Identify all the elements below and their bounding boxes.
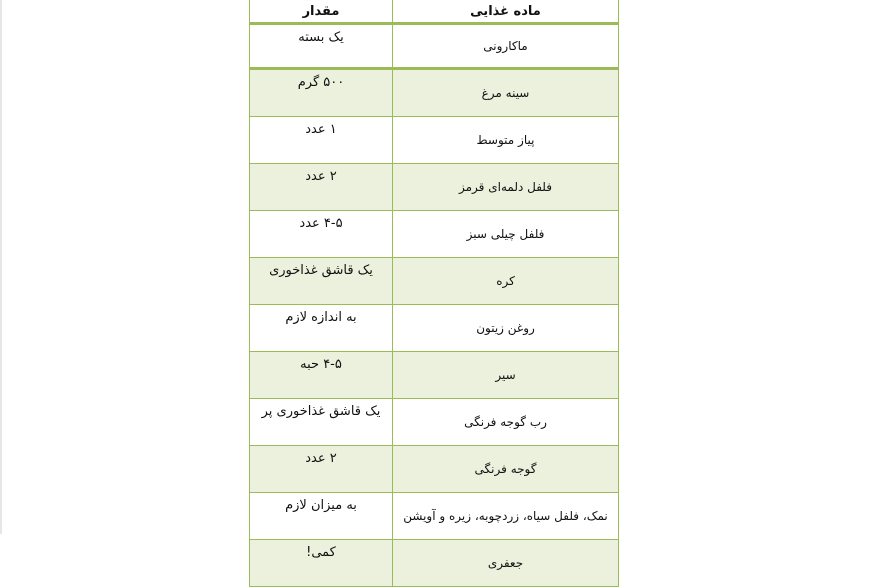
header-ingredient: ماده غذایی — [393, 0, 619, 24]
ingredient-cell: سیر — [393, 352, 619, 399]
page-left-rule — [0, 0, 2, 534]
table-header-row — [250, 0, 619, 24]
amount-cell: ۲ عدد — [250, 446, 393, 493]
amount-cell: ۱ عدد — [250, 117, 393, 164]
ingredient-cell: فلفل چیلی سبز — [393, 211, 619, 258]
table-row — [250, 211, 619, 258]
ingredient-cell: کره — [393, 258, 619, 305]
table-row — [250, 69, 619, 117]
table-row — [250, 117, 619, 164]
ingredient-cell: فلفل دلمه‌ای قرمز — [393, 164, 619, 211]
ingredient-cell: روغن زیتون — [393, 305, 619, 352]
amount-cell: کمی! — [250, 540, 393, 587]
ingredient-cell: ماکارونی — [393, 24, 619, 69]
ingredients-table — [249, 0, 619, 587]
table-row — [250, 352, 619, 399]
ingredient-cell: سینه مرغ — [393, 69, 619, 117]
ingredient-cell: گوجه فرنگی — [393, 446, 619, 493]
amount-cell: به اندازه لازم — [250, 305, 393, 352]
ingredient-cell: پیاز متوسط — [393, 117, 619, 164]
table-row — [250, 164, 619, 211]
table-row — [250, 399, 619, 446]
amount-cell: ۵۰۰ گرم — [250, 69, 393, 117]
ingredient-cell: جعفری — [393, 540, 619, 587]
amount-cell: یک قاشق غذاخوری پر — [250, 399, 393, 446]
amount-cell: به میزان لازم — [250, 493, 393, 540]
ingredient-cell: رب گوجه فرنگی — [393, 399, 619, 446]
amount-cell: ۴-۵ حبه — [250, 352, 393, 399]
table-row — [250, 258, 619, 305]
amount-cell: یک قاشق غذاخوری — [250, 258, 393, 305]
table-row — [250, 446, 619, 493]
table-row — [250, 305, 619, 352]
amount-cell: ۲ عدد — [250, 164, 393, 211]
header-amount: مقدار — [250, 0, 393, 24]
table-row — [250, 24, 619, 69]
ingredient-cell: نمک، فلفل سیاه، زردچوبه، زیره و آویشن — [393, 493, 619, 540]
amount-cell: ۴-۵ عدد — [250, 211, 393, 258]
table-row — [250, 493, 619, 540]
amount-cell: یک بسته — [250, 24, 393, 69]
table-row — [250, 540, 619, 587]
